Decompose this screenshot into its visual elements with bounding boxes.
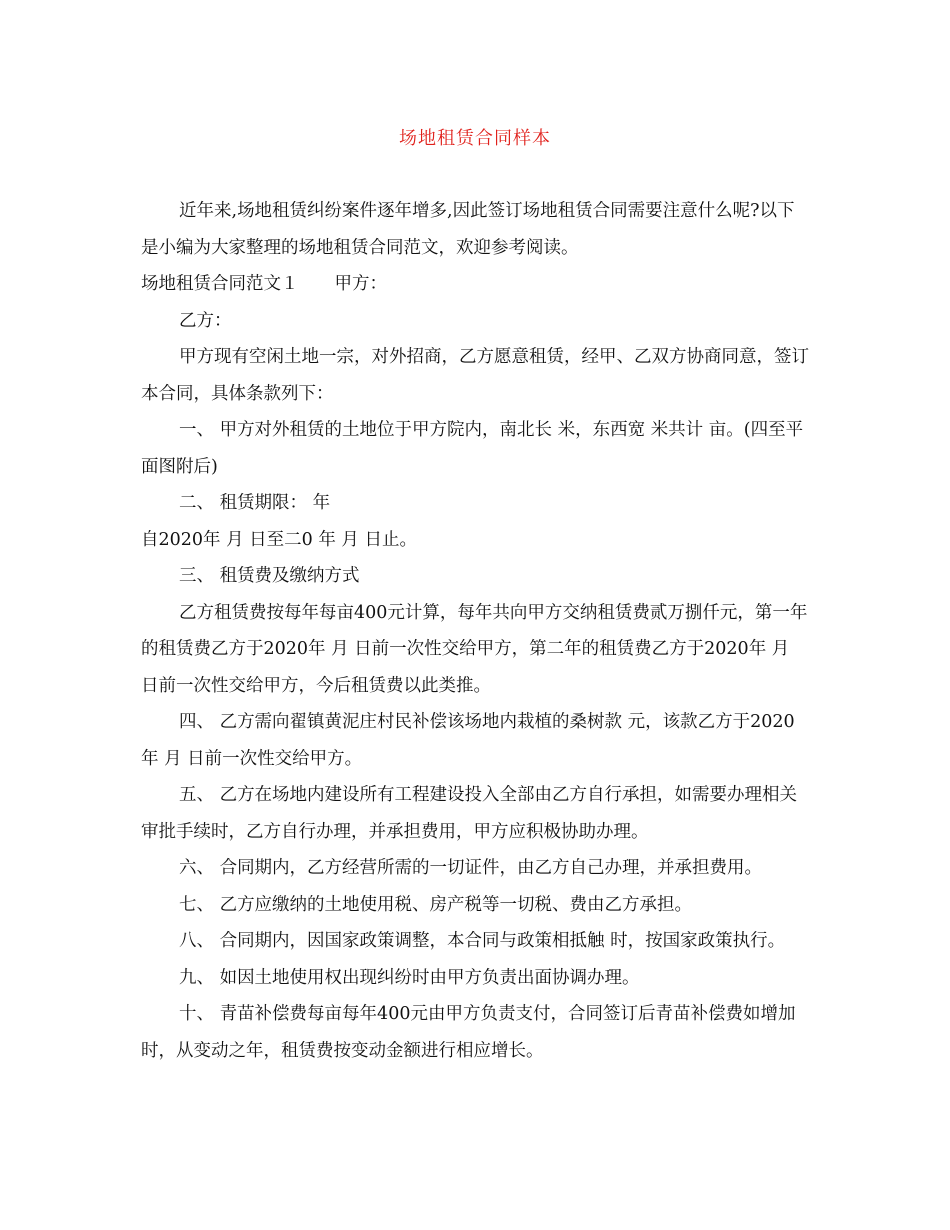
clause-6: 六、 合同期内，乙方经营所需的一切证件，由乙方自己办理，并承担费用。 bbox=[179, 858, 763, 878]
document-body bbox=[141, 193, 809, 1069]
clause-1: 一、 甲方对外租赁的土地位于甲方院内，南北长 米，东西宽 米共计 亩。(四至平面图附后) bbox=[141, 420, 804, 477]
clause-4: 四、 乙方需向翟镇黄泥庄村民补偿该场地内栽植的桑树款 元，该款乙方于2020年 月 日前一次性交给甲方。 bbox=[141, 712, 795, 769]
sample-heading: 场地租赁合同范文１ bbox=[141, 274, 299, 294]
intro-paragraph: 近年来,场地租赁纠纷案件逐年增多,因此签订场地租赁合同需要注意什么呢?以下是小编为大家整理的场地租赁合同范文，欢迎参考阅读。 bbox=[141, 201, 795, 258]
party-b-label: 乙方： bbox=[179, 310, 232, 331]
clause-9: 九、 如因土地使用权出现纠纷时由甲方负责出面协调办理。 bbox=[179, 967, 640, 988]
preamble-paragraph: 甲方现有空闲土地一宗，对外招商，乙方愿意租赁，经甲、乙双方协商同意，签订本合同，具体条款列下： bbox=[141, 347, 809, 404]
clause-3-detail: 乙方租赁费按每年每亩400元计算，每年共向甲方交纳租赁费贰万捌仟元，第一年的租赁费乙方于2020年 月 日前一次性交给甲方，第二年的租赁费乙方于2020年 月 日前一次性交给甲方，今后租赁费以此类推。 bbox=[141, 602, 808, 696]
clause-2: 二、 租赁期限： 年 bbox=[179, 493, 331, 513]
clause-3: 三、 租赁费及缴纳方式 bbox=[179, 566, 360, 586]
clause-8: 八、 合同期内，因国家政策调整，本合同与政策相抵触 时，按国家政策执行。 bbox=[179, 931, 786, 951]
sample-heading-line bbox=[141, 266, 809, 303]
clause-7: 七、 乙方应缴纳的土地使用税、房产税等一切税、费由乙方承担。 bbox=[179, 894, 693, 915]
clause-2-term: 自2020年 月 日至二0 年 月 日止。 bbox=[141, 529, 417, 550]
document-title: 场地租赁合同样本 bbox=[399, 128, 551, 149]
clause-10: 十、 青苗补偿费每亩每年400元由甲方负责支付，合同签订后青苗补偿费如增加时，从变动之年，租赁费按变动金额进行相应增长。 bbox=[141, 1004, 796, 1061]
party-a-label: 甲方： bbox=[334, 274, 387, 294]
clause-5: 五、 乙方在场地内建设所有工程建设投入全部由乙方自行承担，如需要办理相关审批手续时，乙方自行办理，并承担费用，甲方应积极协助办理。 bbox=[141, 785, 798, 842]
